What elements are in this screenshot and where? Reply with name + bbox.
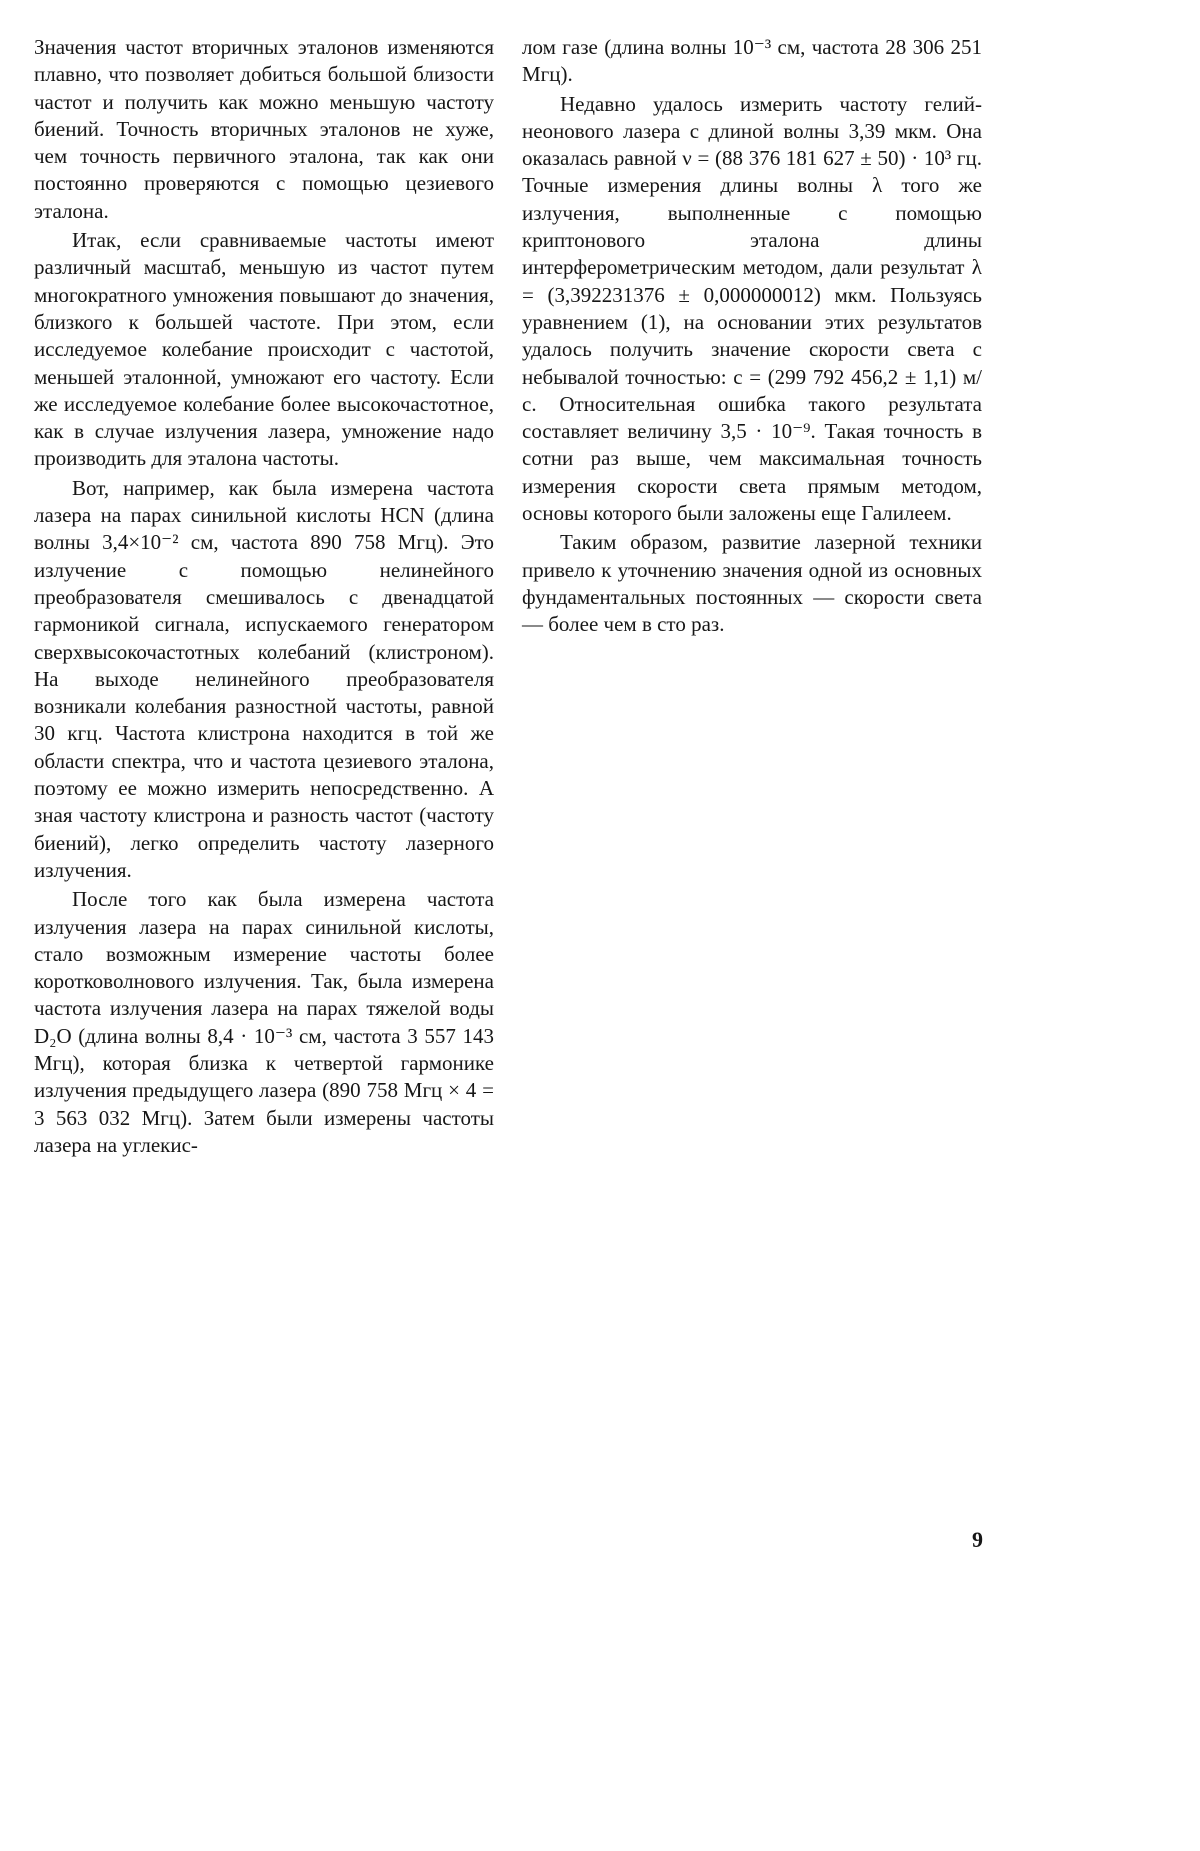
paragraph-helium-neon-laser: Недавно удалось измерить частоту гелий-неонового лазера с длиной волны 3,39 мкм. Она оказалась равной ν = (88 376 181 627 ± 50) · 10³ гц. Точные измерения длины волны λ того же излучения, выполненные с помощью криптонового эталона длины интерферометрическим методом, дали результат λ = (3,392231376 ± 0,000000012) мкм. Пользуясь уравнением (1), на основании этих результатов удалось получить значение скорости света с небывалой точностью: c = (299 792 456,2 ± 1,1) м/с. Относительная ошибка такого результата составляет величину 3,5 · 10⁻⁹. Такая точность в сотни раз выше, чем максимальная точность измерения скорости света прямым методом, основы которого были заложены еще Галилеем. (522, 91, 982, 526)
paragraph-hcn-laser: Вот, например, как была измерена частота лазера на парах синильной кислоты HCN (длина волны 3,4×10⁻² см, частота 890 758 Мгц). Это излучение с помощью нелинейного преобразователя смешивалось с двенадцатой гармоникой сигнала, испускаемого генератором сверхвысокочастотных колебаний (клистроном). На выходе нелинейного преобразователя возникали колебания разностной частоты, равной 30 кгц. Частота клистрона находится в той же области спектра, что и частота цезиевого эталона, поэтому ее можно измерить непосредственно. А зная частоту клистрона и разность частот (частоту биений), легко определить частоту лазерного излучения. (34, 475, 494, 882)
paragraph-conclusion: Таким образом, развитие лазерной техники привело к уточнению значения одной из основных фундаментальных постоянных — скорости света — более чем в сто раз. (522, 530, 982, 637)
paragraph-frequency-multiplication: Итак, если сравниваемые частоты имеют различный масштаб, меньшую из частот путем многократного умножения повышают до значения, близкого к большей частоте. При этом, если исследуемое колебание происходит с частотой, меньшей эталонной, умножают его частоту. Если же исследуемое колебание более высокочастотное, как в случае излучения лазера, умножение надо производить для эталона частоты. (34, 228, 494, 471)
paragraph-co2-continuation: лом газе (длина волны 10⁻³ см, частота 28 306 251 Мгц). (522, 35, 982, 87)
right-column (522, 34, 982, 639)
page-number: 9 (972, 1527, 983, 1552)
paragraph-d2o-laser: После того как была измерена частота излучения лазера на парах синильной кислоты, стало возможным измерение частоты более коротковолнового излучения. Так, была измерена частота излучения лазера на парах тяжелой воды D₂O (длина волны 8,4 · 10⁻³ см, частота 3 557 143 Мгц), которая близка к четвертой гармонике излучения предыдущего лазера (890 758 Мгц × 4 = 3 563 032 Мгц). Затем были измерены частоты лазера на углекис- (34, 887, 494, 1157)
left-column (34, 34, 494, 1159)
paragraph-secondary-standards: Значения частот вторичных эталонов изменяются плавно, что позволяет добиться большой близости частот и получить как можно меньшую частоту биений. Точность вторичных эталонов не хуже, чем точность первичного эталона, так как они постоянно проверяются с помощью цезиевого эталона. (34, 35, 494, 223)
